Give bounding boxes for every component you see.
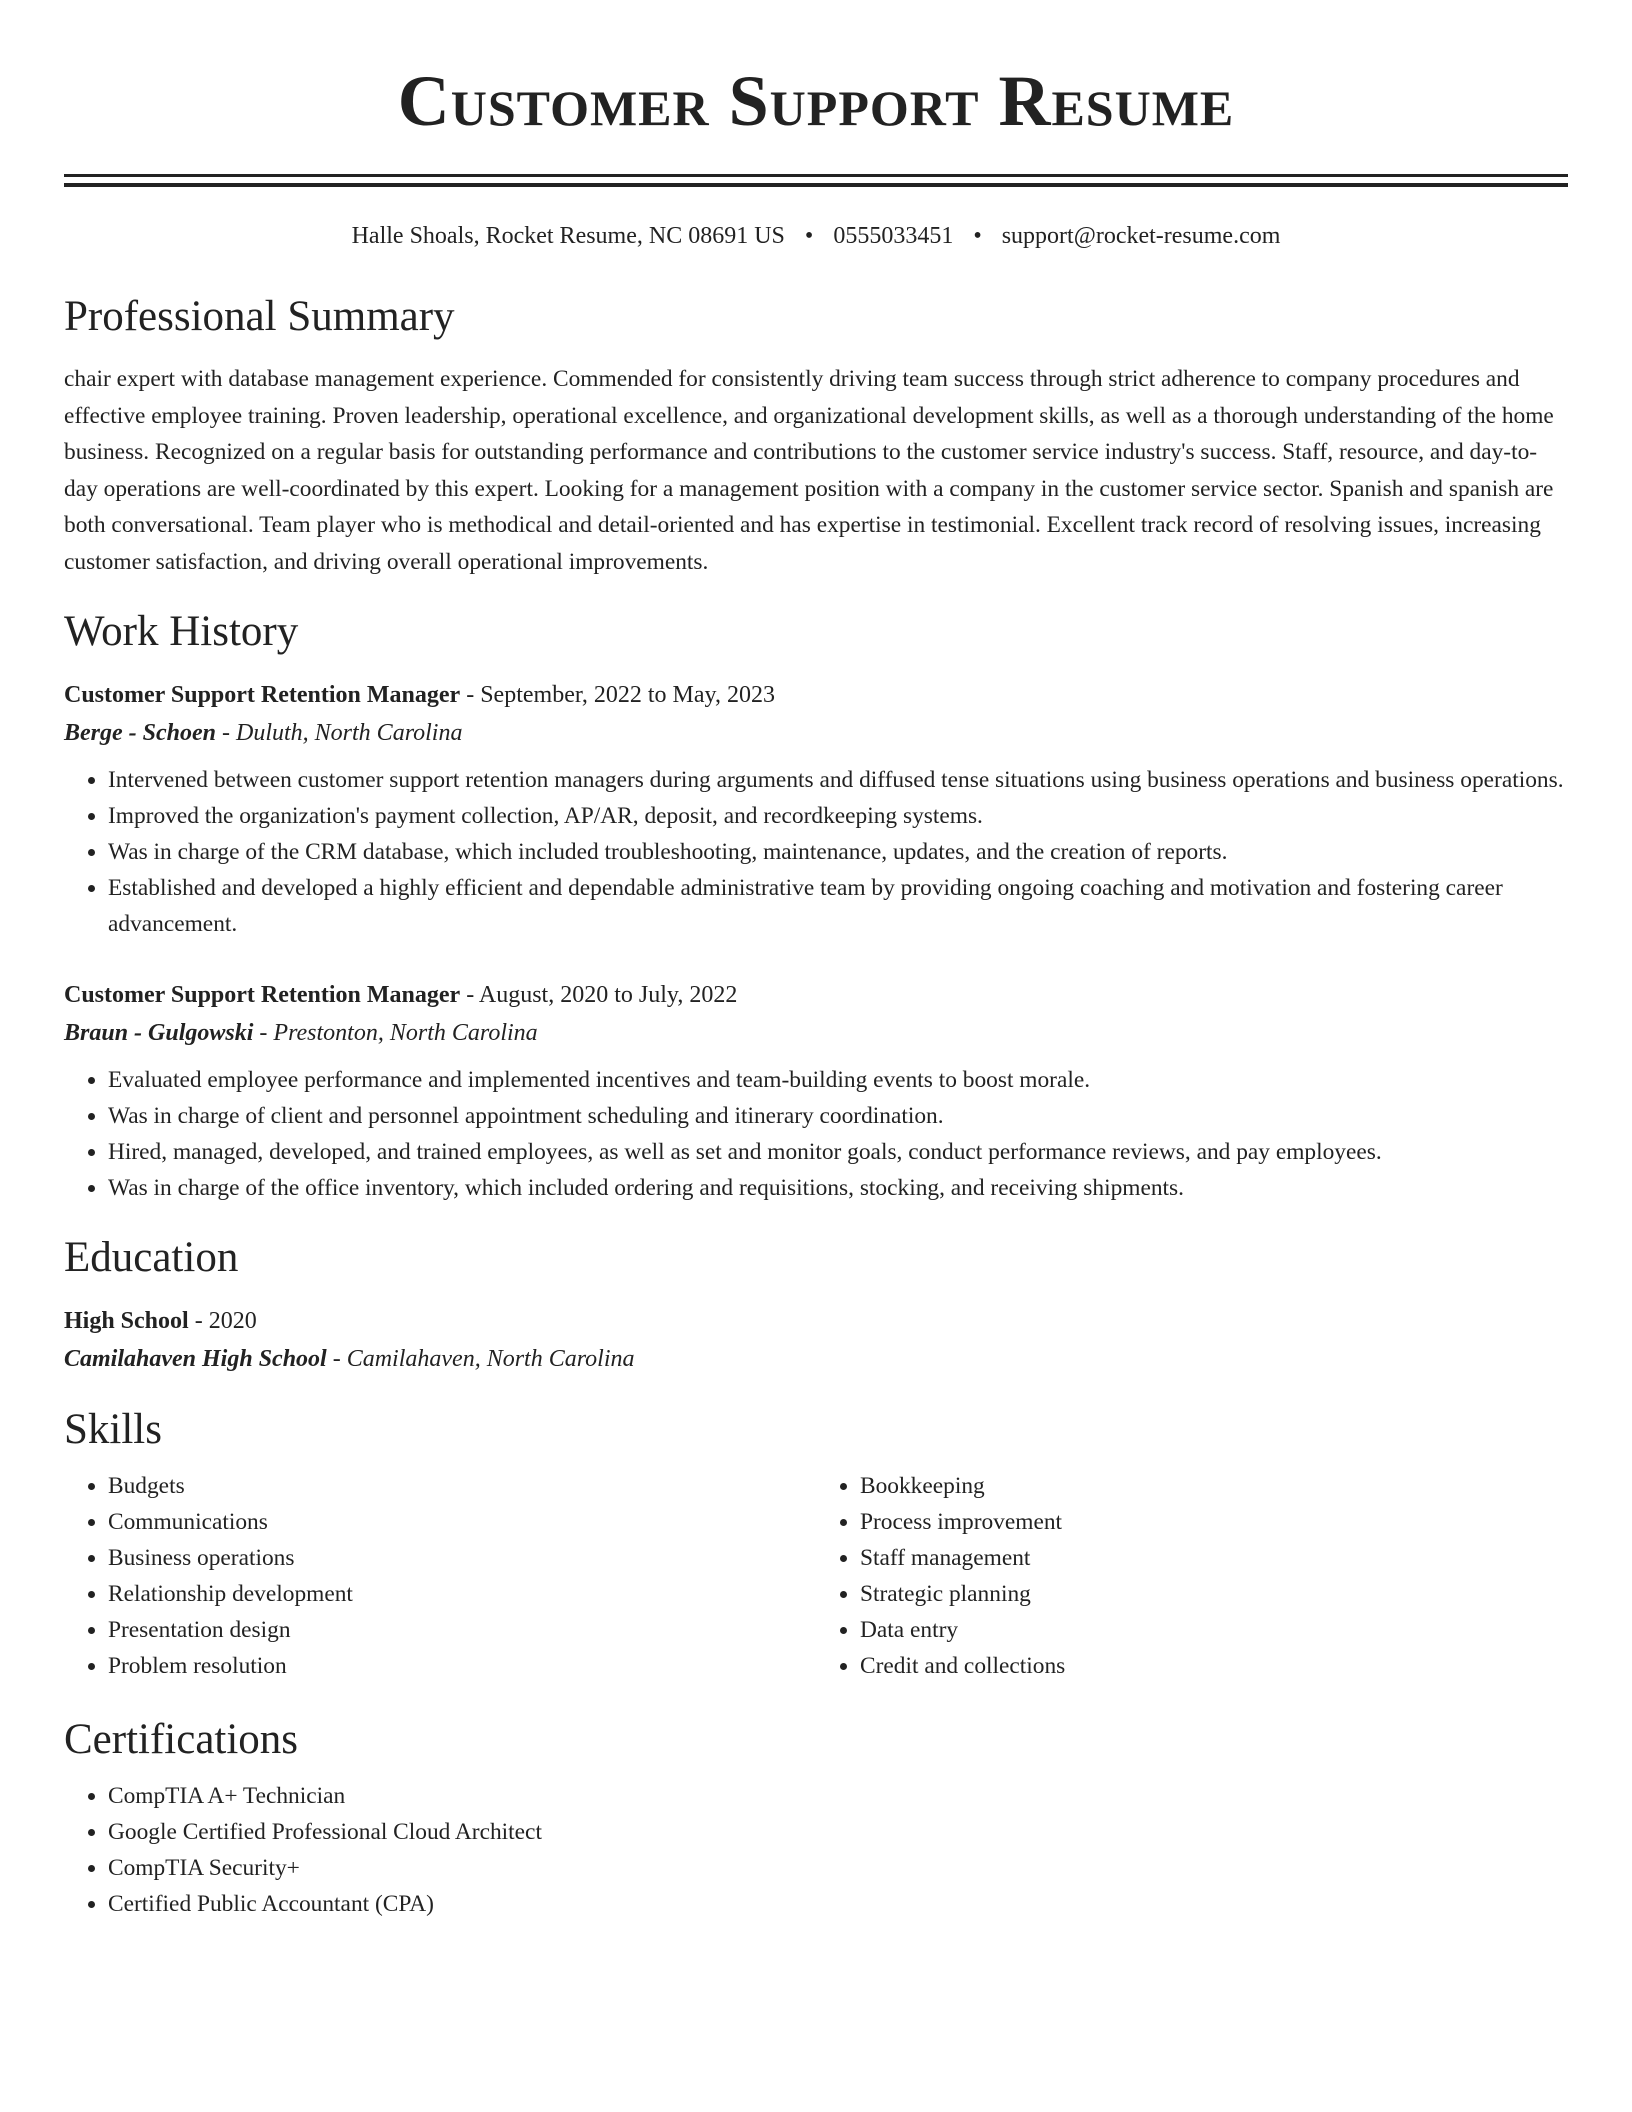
list-item: • Hired, managed, developed, and trained employees, as well as set and monitor goals, conduct performance reviews, and pay employees. [108,1134,1568,1170]
job-dates: September, 2022 to May, 2023 [480,682,775,708]
section-heading: Work History [64,608,299,655]
list-item: • CompTIA A+ Technician [108,1778,1568,1814]
section-heading: Skills [64,1406,162,1453]
list-item: • Business operations [108,1540,816,1576]
list-item: • CompTIA Security+ [108,1850,1568,1886]
skills-list-left [64,1468,816,1684]
job-title-line: Customer Support Retention Manager - August, 2020 to July, 2022 [64,982,738,1008]
list-item: • Bookkeeping [860,1468,1568,1504]
list-item: • Process improvement [860,1504,1568,1540]
list-item: • Credit and collections [860,1648,1568,1684]
title-rule-top [64,174,1568,177]
list-item: • Intervened between customer support retention managers during arguments and diffused tense situations using business operations and business operations. [108,762,1568,798]
job-company: Braun - Gulgowski [64,1020,254,1046]
list-item: • Budgets [108,1468,816,1504]
list-item: • Communications [108,1504,816,1540]
contact-separator: • [804,223,814,249]
certifications-list [64,1778,1568,1922]
list-item: • Relationship development [108,1576,816,1612]
section-heading: Professional Summary [64,293,455,340]
education-entry [64,1302,1568,1378]
list-item: • Evaluated employee performance and implemented incentives and team-building events to boost morale. [108,1062,1568,1098]
job-company-line: Berge - Schoen - Duluth, North Carolina [64,720,463,746]
contact-address: Halle Shoals, Rocket Resume, NC 08691 US [351,223,785,249]
education-year: 2020 [208,1308,257,1334]
job-company: Berge - Schoen [64,720,216,746]
contact-email: support@rocket-resume.com [1001,223,1281,249]
work-history-section [64,606,1568,1206]
list-item: • Certified Public Accountant (CPA) [108,1886,1568,1922]
professional-summary-section [64,291,1568,580]
list-item: • Improved the organization's payment collection, AP/AR, deposit, and recordkeeping systems. [108,798,1568,834]
job-entry [64,676,1568,942]
job-location: Prestonton, North Carolina [273,1020,538,1046]
contact-line [64,221,1568,251]
education-degree-line: High School - 2020 [64,1308,257,1334]
certifications-section [64,1714,1568,1922]
job-bullets [64,1062,1568,1206]
job-title: Customer Support Retention Manager [64,982,461,1008]
list-item: • Was in charge of client and personnel appointment scheduling and itinerary coordination. [108,1098,1568,1134]
job-bullets [64,762,1568,942]
list-item: • Problem resolution [108,1648,816,1684]
contact-phone: 0555033451 [833,223,954,249]
education-degree: High School [64,1308,189,1334]
title-rule-bottom [64,183,1568,187]
list-item: • Was in charge of the CRM database, which included troubleshooting, maintenance, updates, and the creation of reports. [108,834,1568,870]
job-title-line: Customer Support Retention Manager - September, 2022 to May, 2023 [64,682,775,708]
list-item: • Google Certified Professional Cloud Architect [108,1814,1568,1850]
list-item: • Established and developed a highly efficient and dependable administrative team by providing ongoing coaching and motivation and fostering career advancement. [108,870,1568,942]
skills-section [64,1404,1568,1684]
skills-list-right [816,1468,1568,1684]
resume-title: Customer Support Resume [397,61,1235,141]
list-item: • Presentation design [108,1612,816,1648]
job-entry [64,976,1568,1206]
job-location: Duluth, North Carolina [236,720,463,746]
section-heading: Education [64,1234,239,1281]
contact-separator: • [973,223,982,249]
list-item: • Was in charge of the office inventory, which included ordering and requisitions, stocking, and receiving shipments. [108,1170,1568,1206]
education-school: Camilahaven High School [64,1346,327,1372]
skills-columns [64,1468,1568,1684]
section-heading: Certifications [64,1716,299,1763]
list-item: • Strategic planning [860,1576,1568,1612]
job-title: Customer Support Retention Manager [64,682,461,708]
summary-text: chair expert with database management experience. Commended for consistently driving team success through strict adherence to company procedures and effective employee training. Proven leadership, operational excellence, and organizational development skills, as well as a thorough understanding of the home business. Recognized on a regular basis for outstanding performance and contributions to the customer service industry's success. Staff, resource, and day-to-day operations are well-coordinated by this expert. Looking for a management position with a company in the customer service sector. Spanish and spanish are both conversational. Team player who is methodical and detail-oriented and has expertise in testimonial. Excellent track record of resolving issues, increasing customer satisfaction, and driving overall operational improvements. [64,366,1554,575]
education-section [64,1232,1568,1378]
education-location: Camilahaven, North Carolina [346,1346,635,1372]
list-item: • Data entry [860,1612,1568,1648]
list-item: • Staff management [860,1540,1568,1576]
education-school-line: Camilahaven High School - Camilahaven, North Carolina [64,1346,635,1372]
job-company-line: Braun - Gulgowski - Prestonton, North Carolina [64,1020,538,1046]
job-dates: August, 2020 to July, 2022 [478,982,738,1008]
